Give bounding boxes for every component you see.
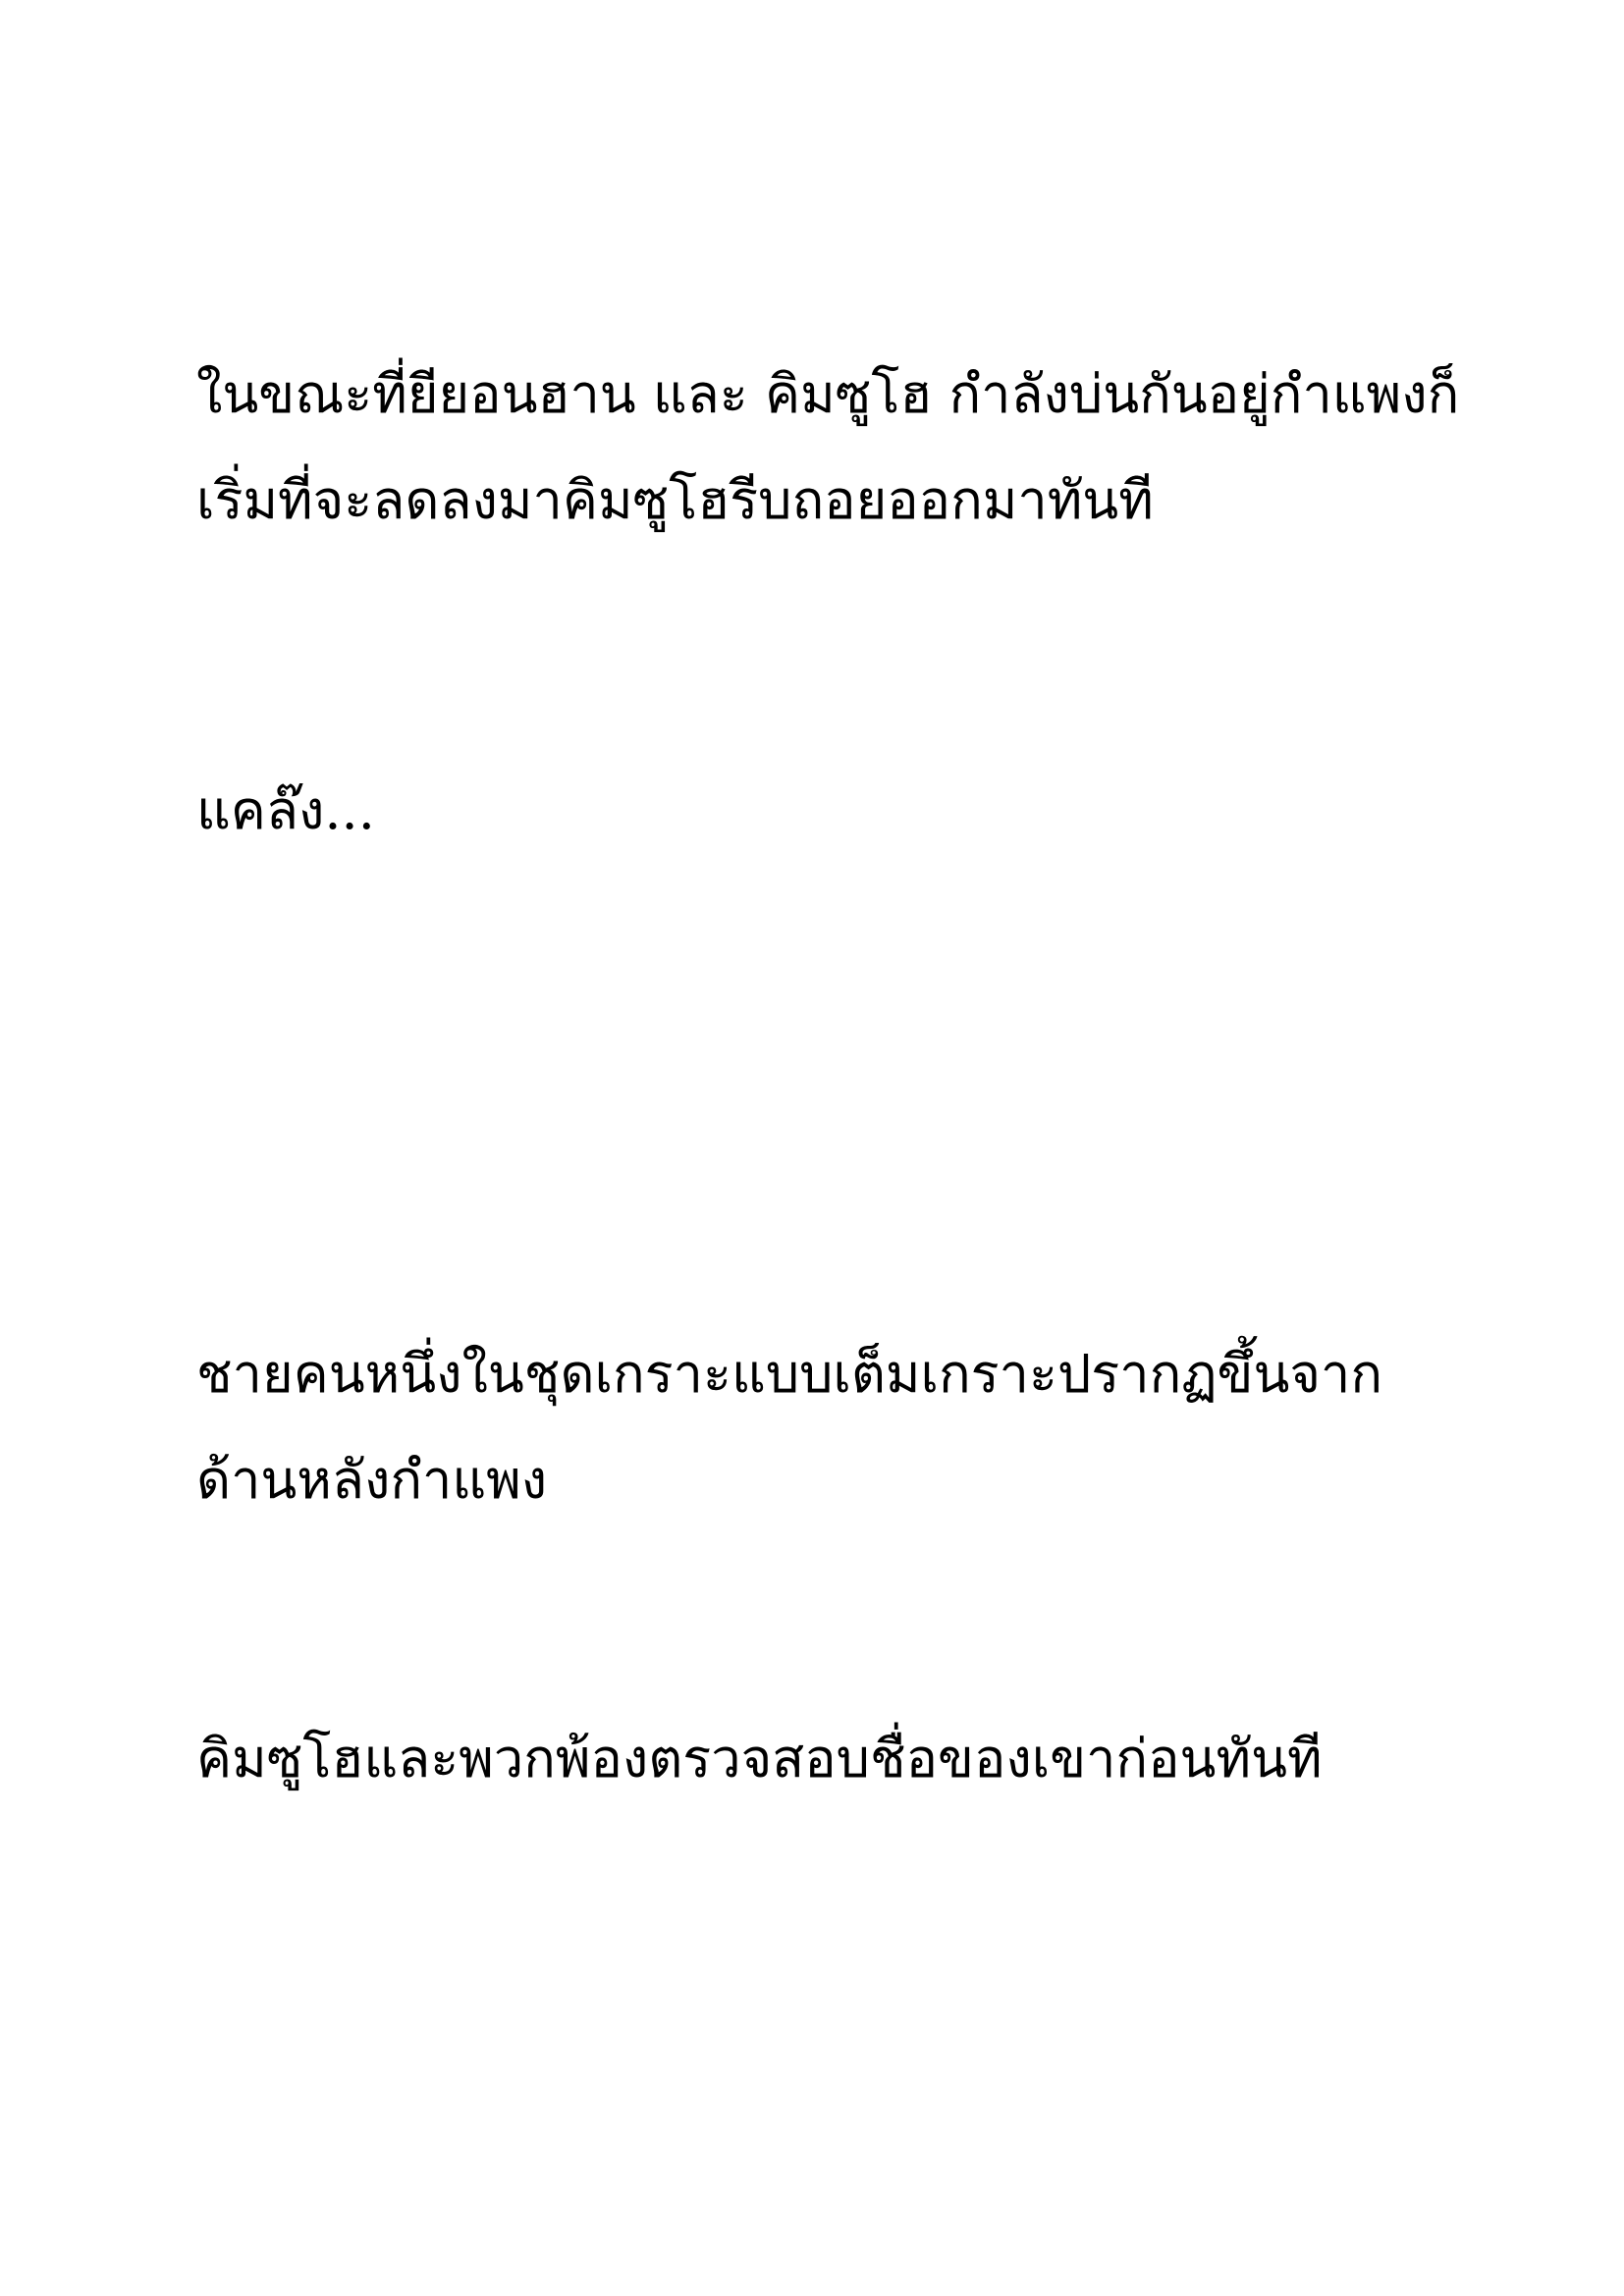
paragraph-line: คิมซูโฮและพวกพ้องตรวจสอบชื่อของเขาก่อนทันที	[196, 1728, 1323, 1789]
paragraph-line: ในขณะที่ยียอนฮาน และ คิมซูโฮ กำลังบ่นกันอยู่กำแพงก็	[196, 363, 1460, 425]
paragraph-name-check	[196, 1706, 1473, 1812]
paragraph-armored-man	[196, 1321, 1473, 1533]
paragraph-wall-lowering	[196, 342, 1473, 554]
paragraph-line: เริ่มที่จะลดลงมาคิมซูโฮรีบถอยออกมาทันที	[196, 469, 1154, 531]
paragraph-line: แคล๊ง...	[196, 779, 375, 841]
paragraph-sound-effect	[196, 758, 1473, 864]
paragraph-line: ชายคนหนึ่งในชุดเกราะแบบเต็มเกราะปรากฏขึ้นจาก	[196, 1343, 1383, 1405]
paragraph-line: ด้านหลังกำแพง	[196, 1449, 548, 1511]
